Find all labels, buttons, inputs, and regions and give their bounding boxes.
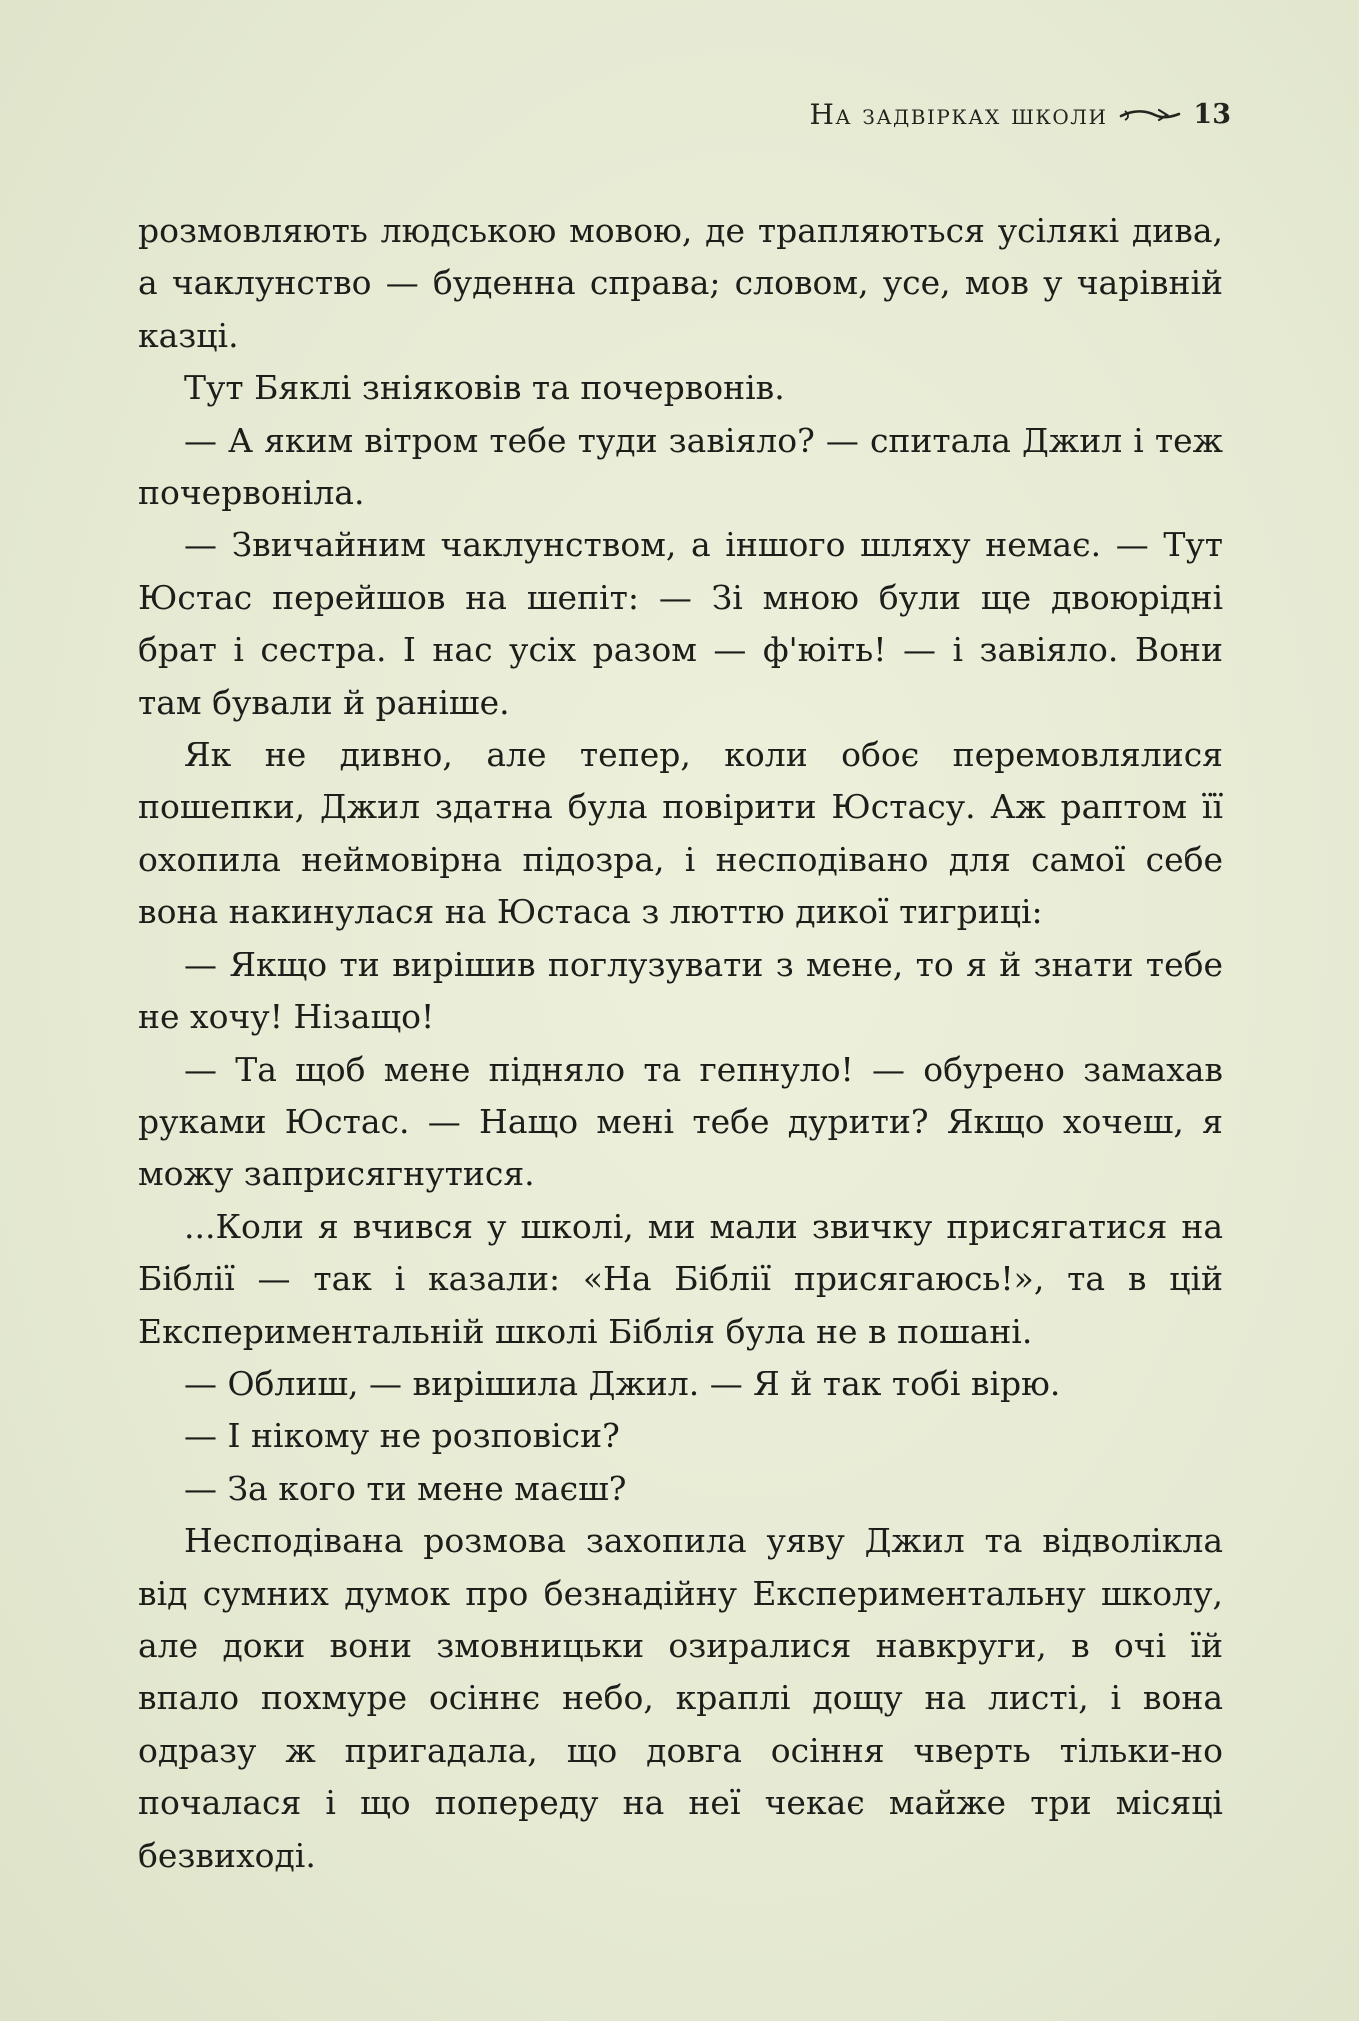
paragraph: — За кого ти мене маєш?	[184, 1468, 627, 1508]
paragraph: — Якщо ти вирішив поглузувати з мене, то я й знати тебе не хочу! Нізащо!	[138, 944, 1223, 1037]
paragraph: — Звичайним чаклунством, а іншого шляху немає. — Тут Юстас перейшов на шепіт: — Зі мною були ще двоюрідні брат і сестра. І нас усіх разом — ф'юіть! — і завіяло. Вони там бували й раніше.	[138, 525, 1223, 722]
paragraph: — Та щоб мене підняло та гепнуло! — обурено замахав руками Юстас. — Нащо мені тебе дурити? Якщо хочеш, я можу заприсягнутися.	[138, 1049, 1223, 1194]
paragraph: Тут Бяклі зніяковів та почервонів.	[184, 368, 785, 408]
paragraph: Як не дивно, але тепер, коли обоє перемовлялися пошепки, Джил здатна була повірити Юстасу. Аж раптом її охопила неймовірна підозра, і несподівано для самої себе вона накинулася на Юстаса з люттю дикої тигриці:	[138, 735, 1223, 932]
running-head	[809, 98, 1231, 131]
paragraph: — А яким вітром тебе туди завіяло? — спитала Джил і теж почервоніла.	[138, 420, 1223, 513]
paragraph: ...Коли я вчився у школі, ми мали звичку присягатися на Біблії — так і казали: «На Біблії присягаюсь!», та в цій Експериментальній школі Біблія була не в пошані.	[138, 1206, 1223, 1351]
chapter-title: На задвірках школи	[809, 98, 1108, 131]
paragraph: — І нікому не розповіси?	[184, 1416, 620, 1456]
body-text	[138, 205, 1223, 1882]
paragraph: — Облиш, — вирішила Джил. — Я й так тобі вірю.	[184, 1363, 1061, 1403]
page-number: 13	[1193, 99, 1231, 130]
paragraph: Несподівана розмова захопила уяву Джил та відволікла від сумних думок про безнадійну Експериментальну школу, але доки вони змовницьки озиралися навкруги, в очі їй впало похмуре осіннє небо, краплі дощу на листі, і вона одразу ж пригадала, що довга осіння чверть тільки-но почалася і що попереду на неї чекає майже три місяці безвиході.	[138, 1521, 1223, 1875]
paragraph: розмовляють людською мовою, де трапляються усілякі дива, а чаклунство — буденна справа; словом, усе, мов у чарівній казці.	[138, 211, 1223, 355]
swash-arrow-icon	[1119, 107, 1181, 123]
